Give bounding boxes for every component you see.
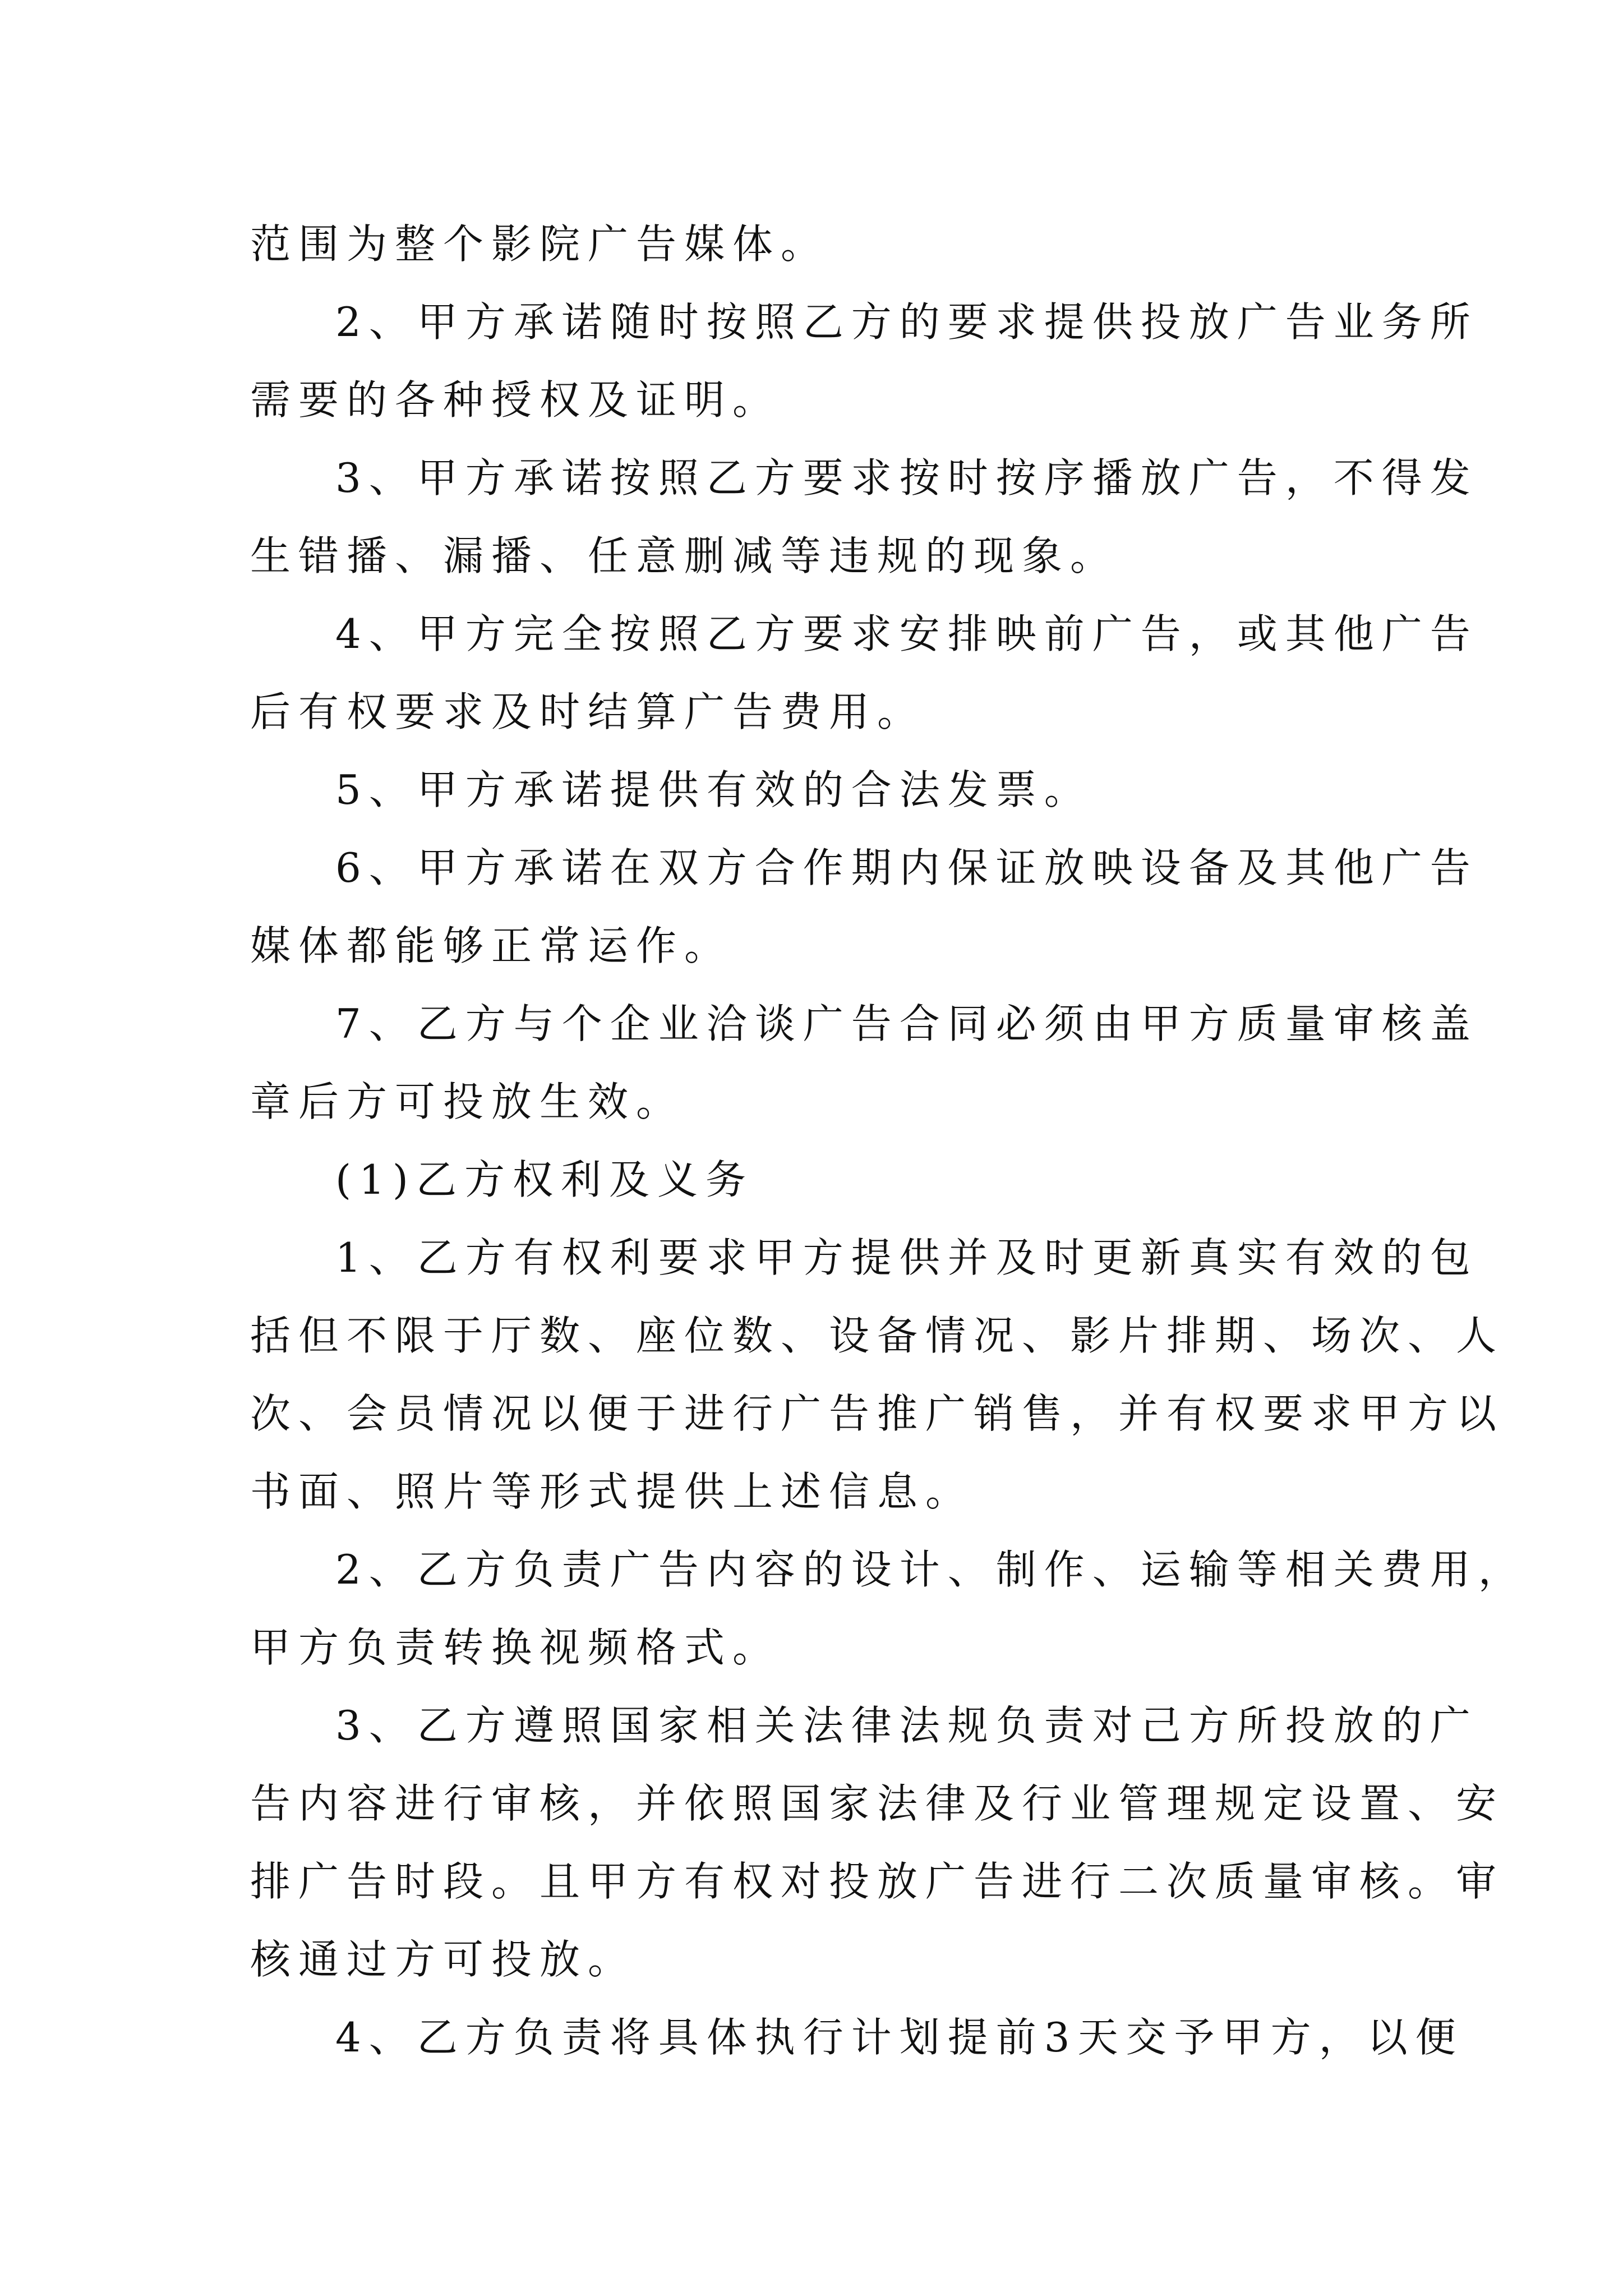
- section-heading: (1)乙方权利及义务: [335, 1156, 754, 1203]
- text-line: 5、甲方承诺提供有效的合法发票。: [335, 766, 1092, 813]
- text-line: 1、乙方有权利要求甲方提供并及时更新真实有效的包: [335, 1234, 1478, 1281]
- text-line: 范围为整个影院广告媒体。: [250, 220, 829, 268]
- text-line: 章后方可投放生效。: [250, 1078, 685, 1125]
- text-line: 6、甲方承诺在双方合作期内保证放映设备及其他广告: [335, 844, 1478, 891]
- text-line: 4、甲方完全按照乙方要求安排映前广告，或其他广告: [335, 610, 1478, 657]
- text-line: 3、甲方承诺按照乙方要求按时按序播放广告，不得发: [335, 454, 1478, 501]
- text-line: 核通过方可投放。: [250, 1936, 637, 1983]
- text-line: 括但不限于厅数、座位数、设备情况、影片排期、场次、人: [250, 1312, 1505, 1359]
- text-line: 需要的各种授权及证明。: [250, 376, 781, 424]
- text-line: 甲方负责转换视频格式。: [250, 1624, 781, 1671]
- text-line: 媒体都能够正常运作。: [250, 922, 733, 969]
- text-line: 书面、照片等形式提供上述信息。: [250, 1468, 974, 1515]
- text-line: 3、乙方遵照国家相关法律法规负责对己方所投放的广: [335, 1702, 1478, 1749]
- text-line: 2、甲方承诺随时按照乙方的要求提供投放广告业务所: [335, 298, 1478, 346]
- text-line: 4、乙方负责将具体执行计划提前3天交予甲方，以便: [335, 2014, 1464, 2061]
- text-line: 2、乙方负责广告内容的设计、制作、运输等相关费用，: [335, 1546, 1527, 1593]
- text-line: 7、乙方与个企业洽谈广告合同必须由甲方质量审核盖: [335, 1000, 1478, 1047]
- text-line: 排广告时段。且甲方有权对投放广告进行二次质量审核。审: [250, 1858, 1505, 1905]
- text-line: 生错播、漏播、任意删减等违规的现象。: [250, 532, 1119, 579]
- document-body: [250, 205, 1527, 2077]
- text-line: 次、会员情况以便于进行广告推广销售，并有权要求甲方以: [250, 1390, 1505, 1437]
- text-line: 告内容进行审核，并依照国家法律及行业管理规定设置、安: [250, 1780, 1505, 1827]
- text-line: 后有权要求及时结算广告费用。: [250, 688, 926, 735]
